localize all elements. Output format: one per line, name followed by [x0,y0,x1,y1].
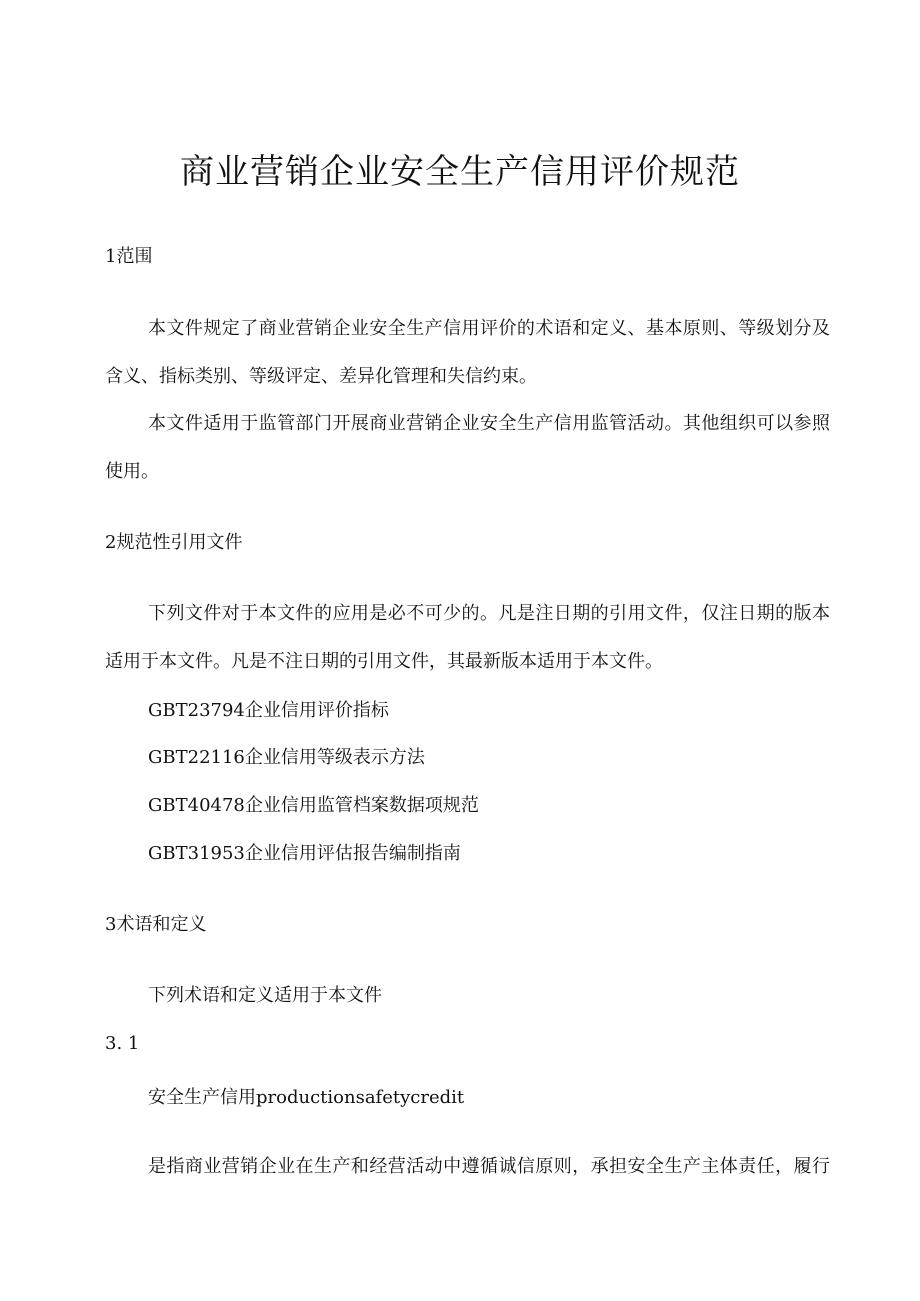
scope-paragraph-1-line-1: 本文件规定了商业营销企业安全生产信用评价的术语和定义、基本原则、等级划分及 [148,318,830,339]
term-definition-line-1: 是指商业营销企业在生产和经营活动中遵循诚信原则，承担安全生产主体责任，履行 [148,1156,830,1177]
section-heading-normative-references: 2规范性引用文件 [105,532,243,553]
references-paragraph-line-2: 适用于本文件。凡是不注日期的引用文件，其最新版本适用于本文件。 [105,651,663,672]
terms-intro: 下列术语和定义适用于本文件 [148,985,382,1006]
document-title: 商业营销企业安全生产信用评价规范 [180,152,740,192]
scope-paragraph-2-line-1: 本文件适用于监管部门开展商业营销企业安全生产信用监管活动。其他组织可以参照 [148,413,830,434]
section-heading-scope: 1范围 [105,246,153,267]
term-name: 安全生产信用productionsafetycredit [148,1087,465,1108]
reference-item: GBT31953企业信用评估报告编制指南 [148,843,461,864]
references-paragraph-line-1: 下列文件对于本文件的应用是必不可少的。凡是注日期的引用文件，仅注日期的版本 [148,603,830,624]
clause-number: 3. 1 [105,1033,140,1054]
reference-item: GBT40478企业信用监管档案数据项规范 [148,795,479,816]
reference-item: GBT23794企业信用评价指标 [148,700,389,721]
scope-paragraph-1-line-2: 含义、指标类别、等级评定、差异化管理和失信约束。 [105,366,537,387]
section-heading-terms-definitions: 3术语和定义 [105,914,207,935]
reference-item: GBT22116企业信用等级表示方法 [148,747,425,768]
scope-paragraph-2-line-2: 使用。 [105,461,159,482]
